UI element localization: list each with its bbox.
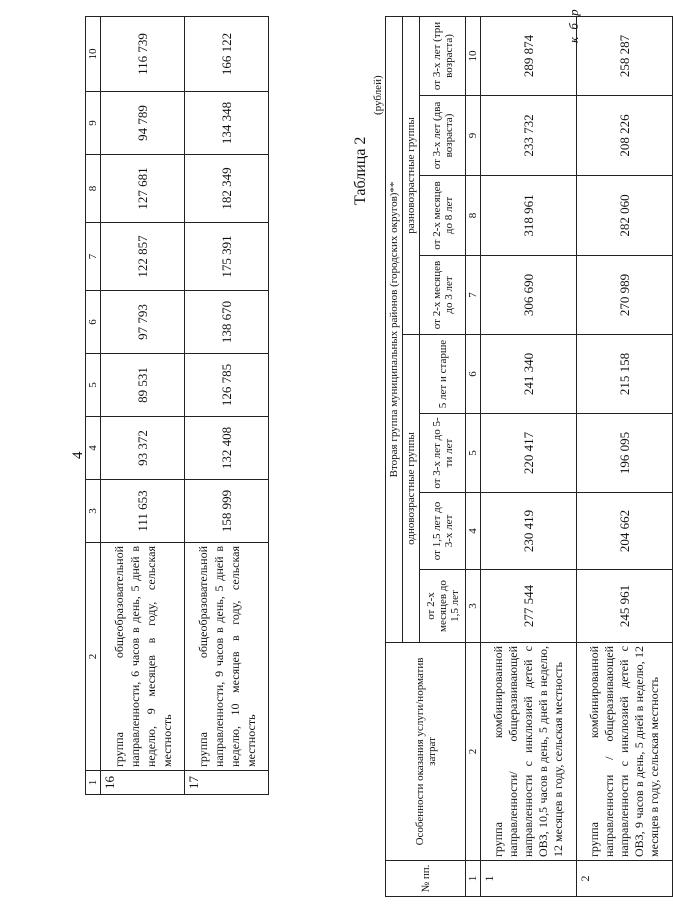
value-cell: 134 348 [185, 92, 269, 155]
age-header: от 3-х лет до 5-ти лет [420, 414, 466, 493]
value-cell: 208 226 [577, 96, 673, 176]
table-row [481, 16, 577, 896]
row-number: 17 [185, 771, 269, 795]
header-number: № пп. [386, 861, 466, 897]
page-number: 4 [70, 451, 86, 459]
value-cell: 132 408 [185, 417, 269, 480]
index-cell: 5 [466, 414, 481, 493]
table-row [101, 17, 185, 795]
header-single-age: одновозрастные группы [403, 335, 420, 643]
index-cell: 4 [86, 417, 101, 480]
value-cell: 175 391 [185, 223, 269, 291]
value-cell: 94 789 [101, 92, 185, 155]
age-header: от 2-х месяцев до 8 лет [420, 176, 466, 256]
table-1 [85, 16, 269, 795]
value-cell: 233 732 [481, 96, 577, 176]
row-number: 16 [101, 771, 185, 795]
index-cell: 7 [86, 223, 101, 291]
table-row [577, 16, 673, 896]
header-group: Вторая группа муниципальных районов (городских округов)** [386, 16, 403, 642]
row-description: группа общеобразовательной направленности, 9 часов в день, 5 дней в неделю, 10 месяцев в году, сельская местность [185, 543, 269, 771]
index-cell: 10 [466, 16, 481, 95]
age-header: 5 лет и старше [420, 335, 466, 414]
index-cell: 3 [466, 570, 481, 643]
age-header: от 2-х месяцев до 3 лет [420, 256, 466, 335]
value-cell: 122 857 [101, 223, 185, 291]
header-description: Особенности оказания услуги/норматив затрат [386, 643, 466, 861]
value-cell: 116 739 [101, 17, 185, 92]
index-cell: 10 [86, 17, 101, 92]
row-number: 2 [577, 861, 673, 897]
table2-units: (рублей) [372, 75, 384, 115]
row-number: 1 [481, 861, 577, 897]
index-cell: 6 [466, 335, 481, 414]
value-cell: 230 419 [481, 493, 577, 570]
table-2 [385, 16, 673, 897]
index-cell: 3 [86, 480, 101, 543]
value-cell: 89 531 [101, 354, 185, 417]
value-cell: 289 874 [481, 16, 577, 95]
index-cell: 1 [86, 771, 101, 795]
value-cell: 241 340 [481, 335, 577, 414]
value-cell: 93 372 [101, 417, 185, 480]
value-cell: 97 793 [101, 291, 185, 354]
index-cell: 9 [86, 92, 101, 155]
value-cell: 204 662 [577, 493, 673, 570]
table2-index-row [466, 16, 481, 896]
age-header: от 1,5 лет до 3-х лет [420, 493, 466, 570]
value-cell: 126 785 [185, 354, 269, 417]
value-cell: 277 544 [481, 570, 577, 643]
index-cell: 8 [86, 155, 101, 223]
index-cell: 2 [86, 543, 101, 771]
value-cell: 138 670 [185, 291, 269, 354]
table2-title: Таблица 2 [352, 136, 369, 205]
value-cell: 166 122 [185, 17, 269, 92]
handwritten-marks: к б р [566, 7, 581, 43]
table2-header-row-1 [386, 16, 403, 896]
row-description: группа комбинированной направленности / общеразвивающей направленности с инклюзией детей с ОВЗ, 9 часов в день, 5 дней в неделю, 12 месяцев в году, сельская местность [577, 643, 673, 861]
index-cell: 1 [466, 861, 481, 897]
row-description: группа комбинированной направленности/ общеразвивающей направленности с инклюзией детей с ОВЗ, 10,5 часов в день, 5 дней в неделю, 12 месяцев в году, сельская местность [481, 643, 577, 861]
index-cell: 8 [466, 176, 481, 256]
age-header: от 3-х лет (три возраста) [420, 16, 466, 95]
table-row [185, 17, 269, 795]
table1-index-row [86, 17, 101, 795]
index-cell: 5 [86, 354, 101, 417]
value-cell: 196 095 [577, 414, 673, 493]
age-header: от 3-х лет (два возраста) [420, 96, 466, 176]
value-cell: 258 287 [577, 16, 673, 95]
value-cell: 182 349 [185, 155, 269, 223]
value-cell: 111 653 [101, 480, 185, 543]
value-cell: 318 961 [481, 176, 577, 256]
value-cell: 127 681 [101, 155, 185, 223]
value-cell: 158 999 [185, 480, 269, 543]
age-header: от 2-х месяцев до 1,5 лет [420, 570, 466, 643]
index-cell: 9 [466, 96, 481, 176]
index-cell: 6 [86, 291, 101, 354]
header-mixed-age: разновозрастные группы [403, 16, 420, 334]
index-cell: 7 [466, 256, 481, 335]
index-cell: 4 [466, 493, 481, 570]
value-cell: 270 989 [577, 256, 673, 335]
index-cell: 2 [466, 643, 481, 861]
row-description: группа общеобразовательной направленности, 6 часов в день, 5 дней в неделю, 9 месяцев в году, сельская местность [101, 543, 185, 771]
value-cell: 282 060 [577, 176, 673, 256]
value-cell: 306 690 [481, 256, 577, 335]
value-cell: 245 961 [577, 570, 673, 643]
value-cell: 220 417 [481, 414, 577, 493]
value-cell: 215 158 [577, 335, 673, 414]
